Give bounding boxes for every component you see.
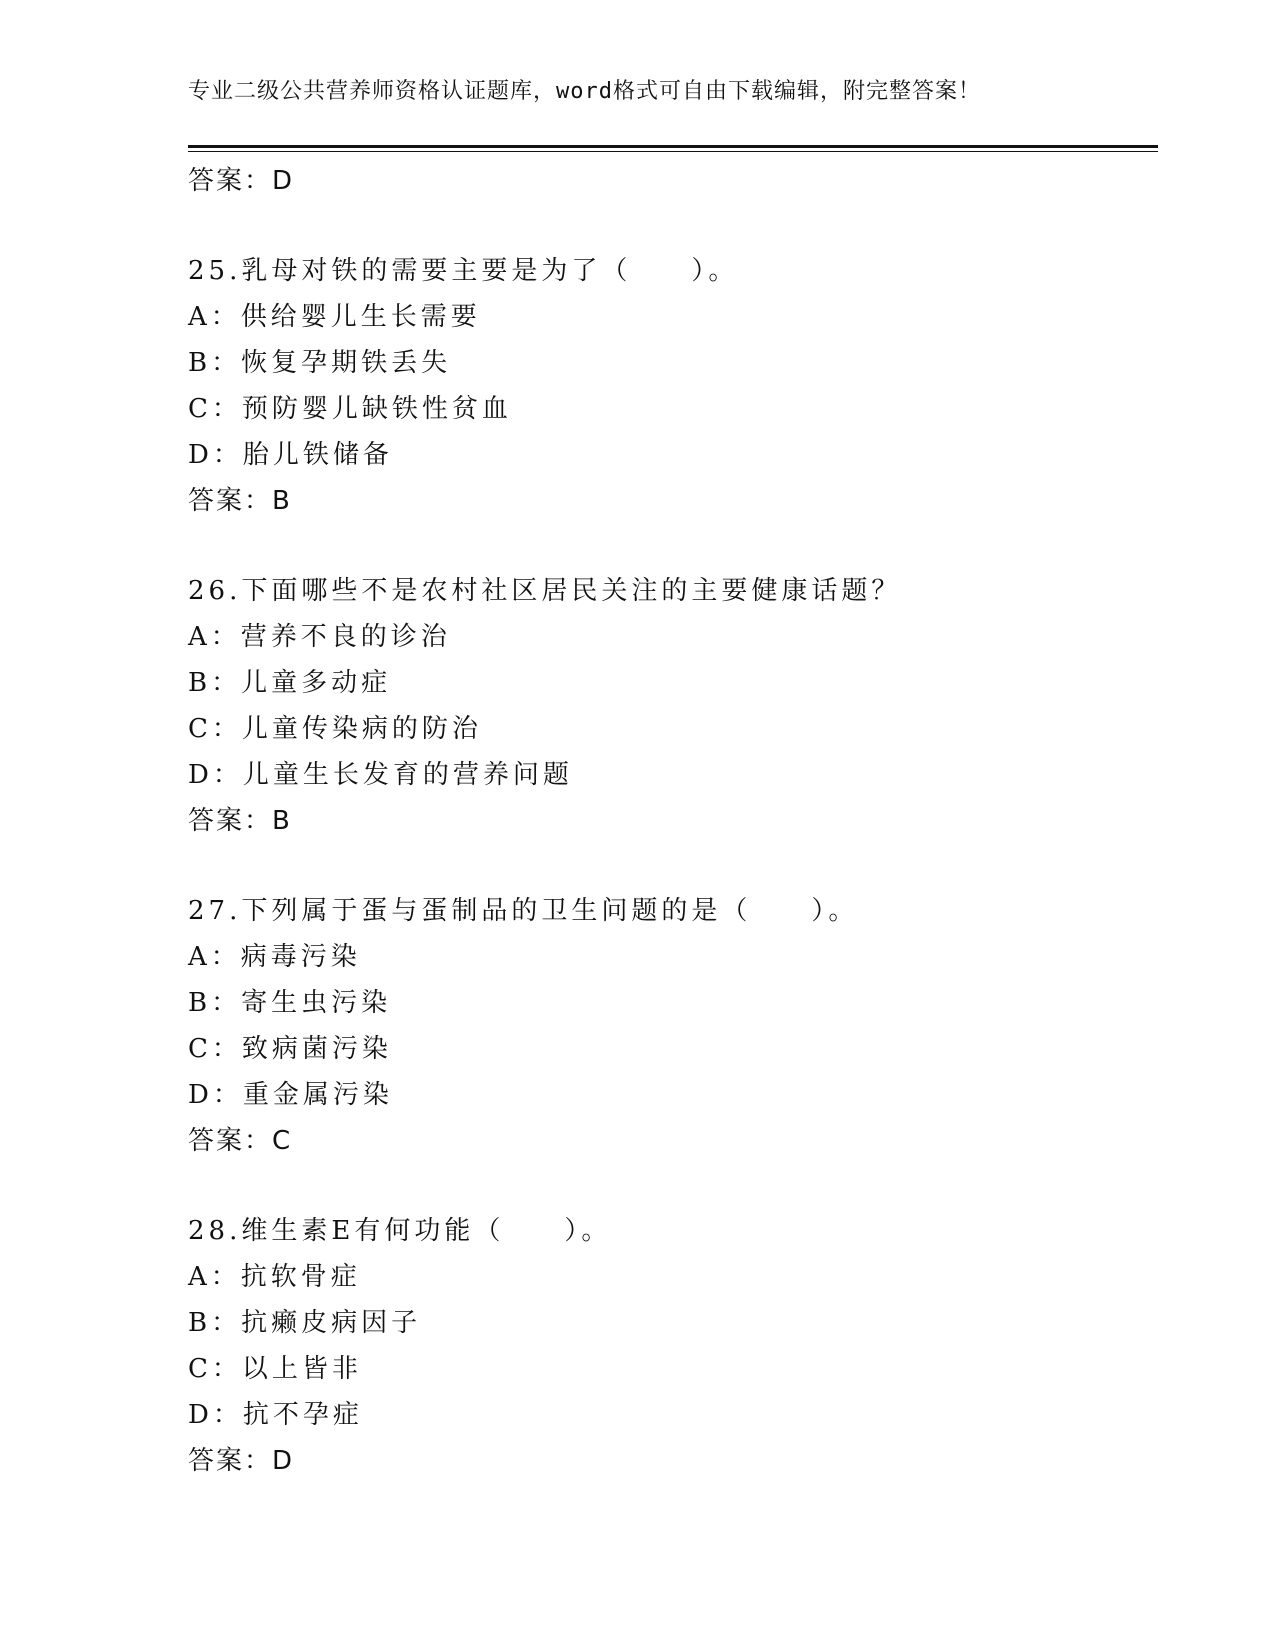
answer: 答案：C (188, 1126, 293, 1156)
spacer (188, 204, 1148, 248)
question-stem: 25.乳母对铁的需要主要是为了（ ）。 (188, 256, 739, 286)
question-28 (188, 1208, 1148, 1484)
option-b: B：恢复孕期铁丢失 (188, 348, 452, 378)
answer: 答案：B (188, 486, 292, 516)
spacer (188, 1164, 1148, 1208)
answer: 答案：D (188, 1446, 295, 1476)
option-a: A：病毒污染 (188, 942, 361, 972)
option-a: A：供给婴儿生长需要 (188, 302, 481, 332)
question-stem: 27.下列属于蛋与蛋制品的卫生问题的是（ ）。 (188, 896, 859, 926)
header-rule-thick (188, 145, 1158, 148)
question-stem: 28.维生素E有何功能（ ）。 (188, 1216, 612, 1246)
spacer (188, 524, 1148, 568)
question-26 (188, 568, 1148, 844)
option-a: A：营养不良的诊治 (188, 622, 451, 652)
option-c: C：以上皆非 (188, 1354, 362, 1384)
option-c: C：预防婴儿缺铁性贫血 (188, 394, 512, 424)
option-a: A：抗软骨症 (188, 1262, 361, 1292)
option-d: D：重金属污染 (188, 1080, 393, 1110)
document-body (188, 158, 1148, 1484)
spacer (188, 844, 1148, 888)
question-25 (188, 248, 1148, 524)
answer: 答案：B (188, 806, 292, 836)
option-d: D：抗不孕症 (188, 1400, 363, 1430)
option-d: D：胎儿铁储备 (188, 440, 393, 470)
option-b: B：寄生虫污染 (188, 988, 392, 1018)
option-b: B：抗癞皮病因子 (188, 1308, 422, 1338)
option-d: D：儿童生长发育的营养问题 (188, 760, 573, 790)
question-stem: 26.下面哪些不是农村社区居民关注的主要健康话题？ (188, 576, 902, 606)
option-c: C：儿童传染病的防治 (188, 714, 482, 744)
page-header: 专业二级公共营养师资格认证题库，word格式可自由下载编辑，附完整答案！ (188, 79, 981, 104)
previous-answer: 答案：D (188, 166, 295, 196)
option-b: B：儿童多动症 (188, 668, 392, 698)
option-c: C：致病菌污染 (188, 1034, 392, 1064)
question-27 (188, 888, 1148, 1164)
header-rule-thin (188, 151, 1158, 152)
